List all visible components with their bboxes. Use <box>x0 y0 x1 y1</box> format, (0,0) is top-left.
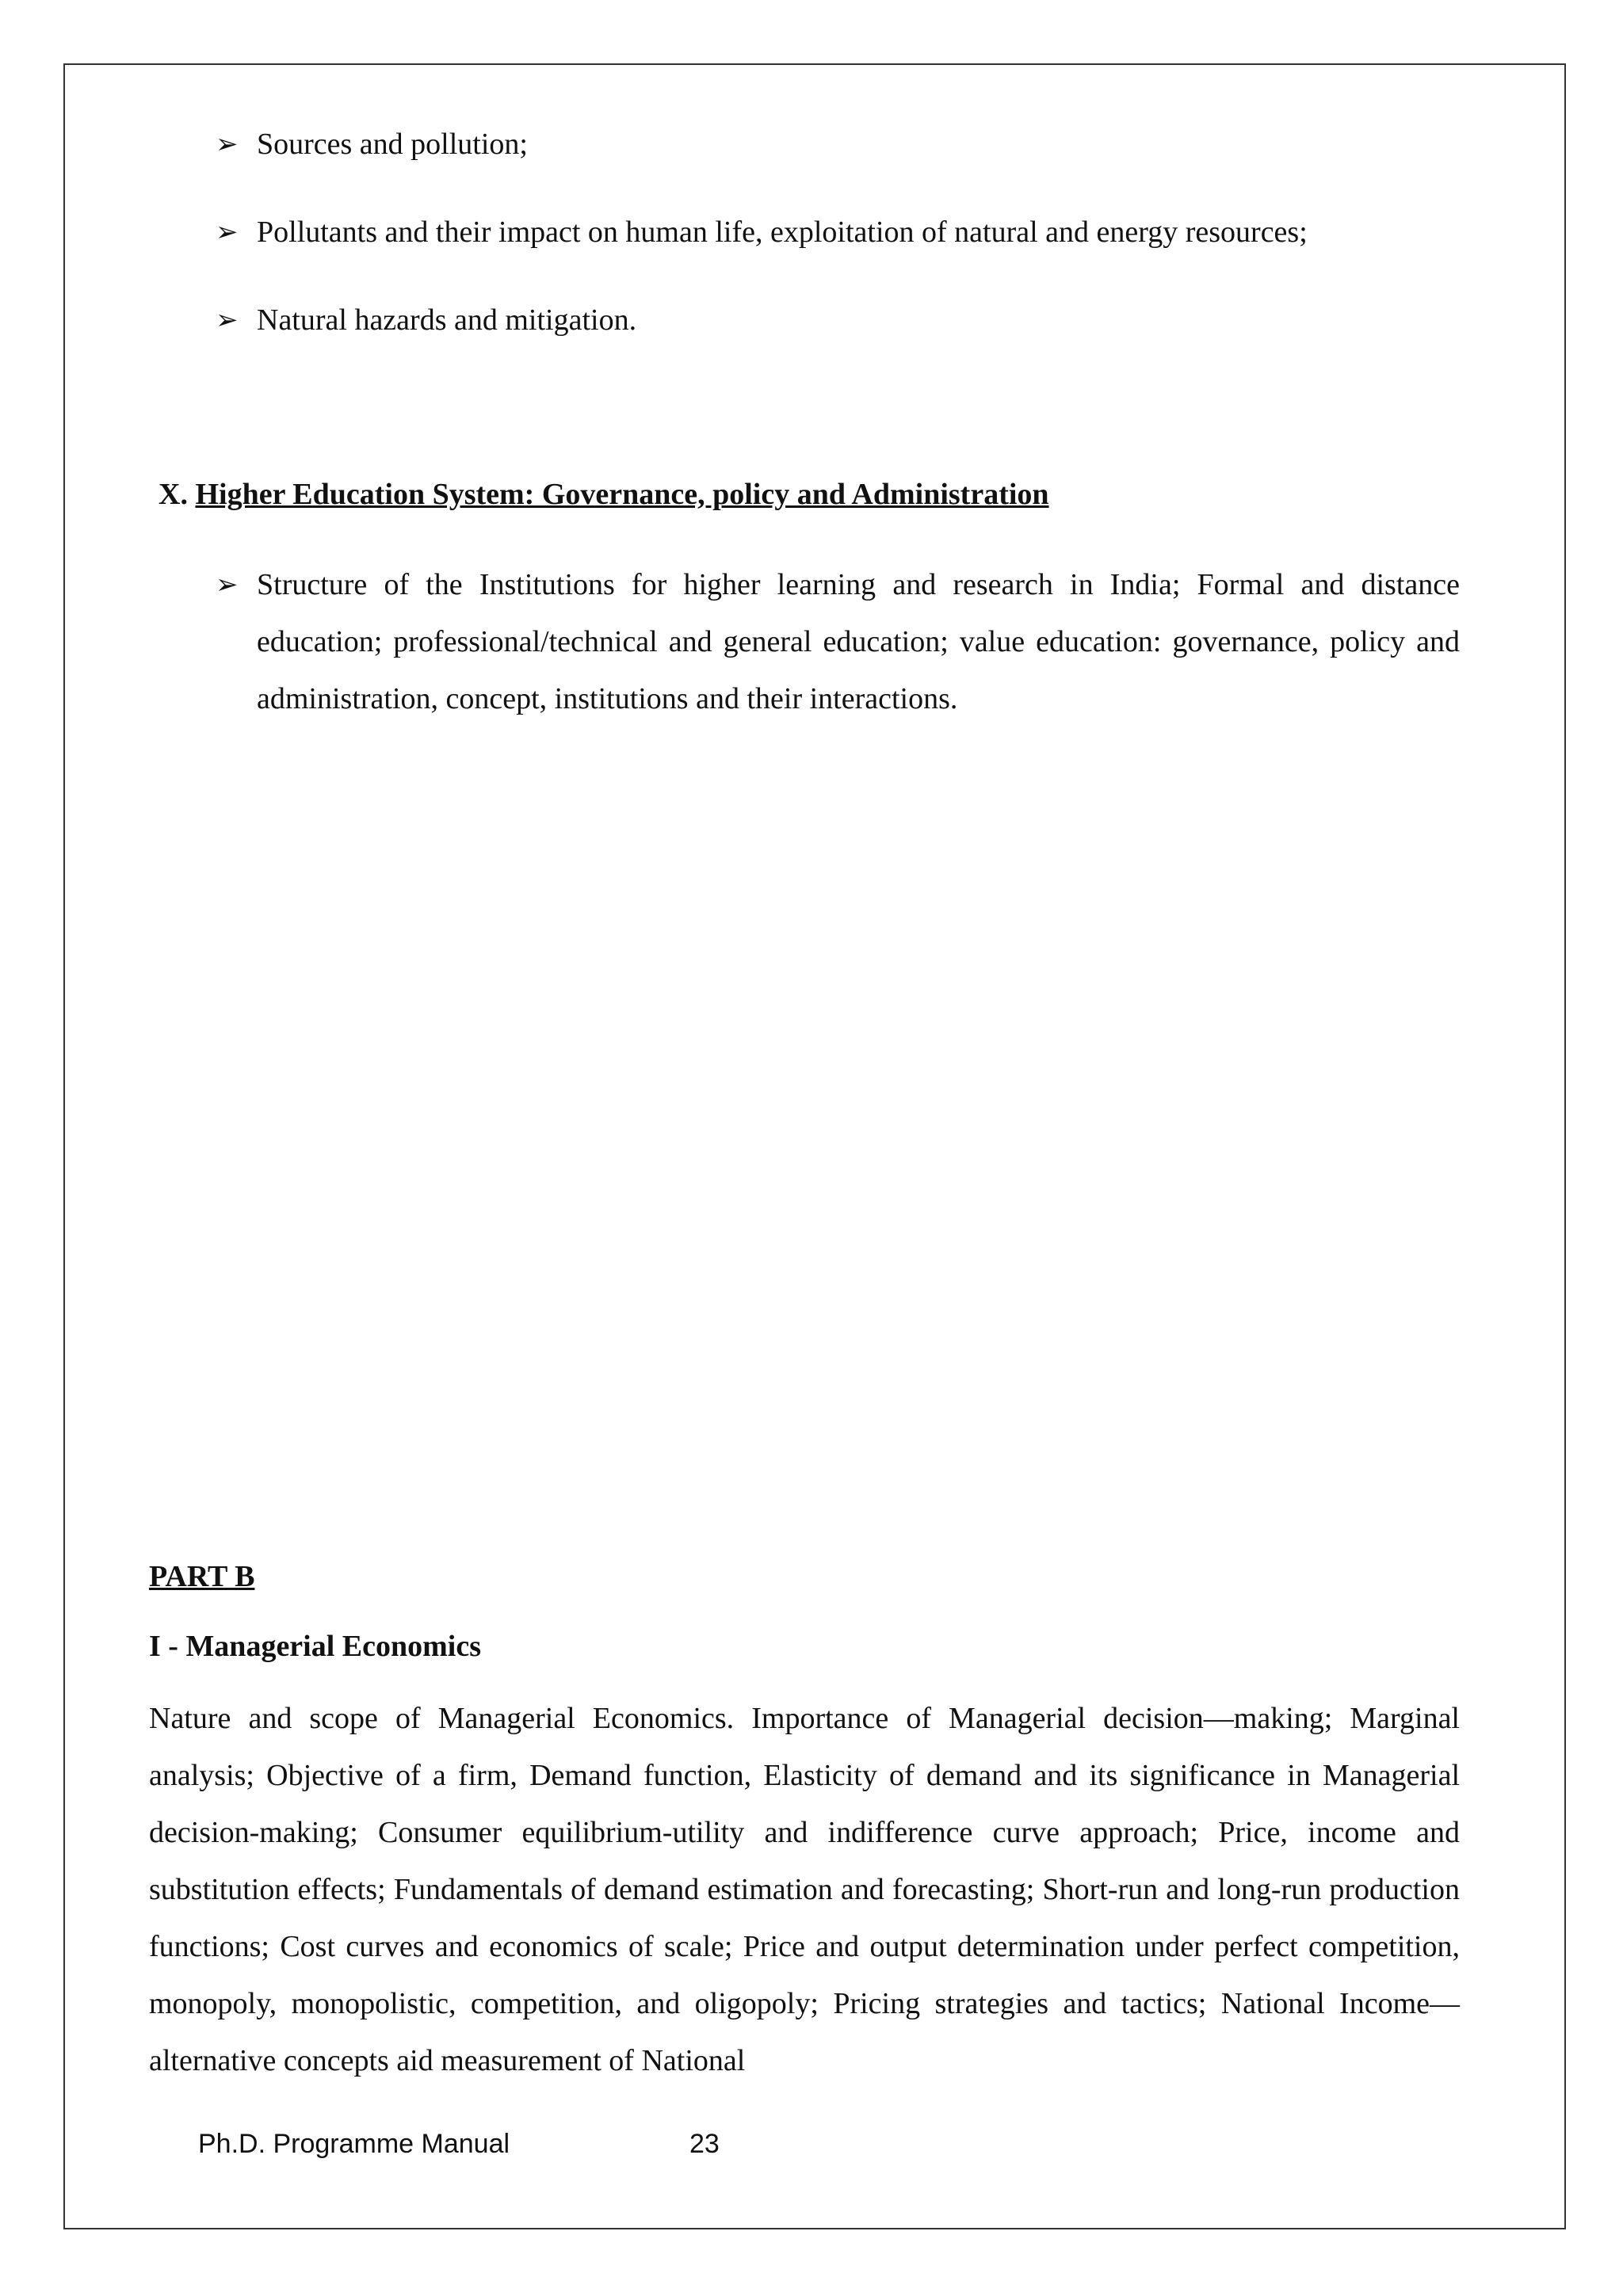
part-title: PART B <box>149 1560 255 1593</box>
bullet-item <box>216 204 1460 261</box>
bullet-text: Sources and pollution; <box>257 128 528 161</box>
section-title: Higher Education System: Governance, policy and Administration <box>195 478 1049 511</box>
bullet-item <box>216 292 1460 349</box>
arrow-bullet-icon: ➢ <box>216 128 239 160</box>
bullet-text: Structure of the Institutions for higher learning and research in India; Formal and distance education; professional/technical and general education; value education: governance, policy and administration, concept, institutions and their interactions. <box>257 568 1460 715</box>
body-paragraph: Nature and scope of Managerial Economics. Importance of Managerial decision—making; Marginal analysis; Objective of a firm, Demand function, Elasticity of demand and its significance in Managerial decision-making; Consumer equilibrium-utility and indifference curve approach; Price, income and substitution effects; Fundamentals of demand estimation and forecasting; Short-run and long-run production functions; Cost curves and economics of scale; Price and output determination under perfect competition, monopoly, monopolistic, competition, and oligopoly; Pricing strategies and tactics; National Income— alternative concepts aid measurement of National <box>149 1702 1460 2077</box>
arrow-bullet-icon: ➢ <box>216 569 239 601</box>
bullet-item <box>216 556 1460 727</box>
footer-page-number: 23 <box>689 2129 720 2159</box>
section-heading <box>158 466 1049 523</box>
arrow-bullet-icon: ➢ <box>216 304 239 336</box>
bullet-text: Pollutants and their impact on human life, exploitation of natural and energy resources; <box>257 215 1308 249</box>
arrow-bullet-icon: ➢ <box>216 216 239 248</box>
footer-manual-title: Ph.D. Programme Manual <box>198 2129 510 2159</box>
subsection-heading: I - Managerial Economics <box>149 1630 482 1663</box>
section-bullet-list <box>216 556 1460 727</box>
bullet-item <box>216 116 1460 173</box>
section-number: X. <box>158 478 188 511</box>
bullet-text: Natural hazards and mitigation. <box>257 303 637 337</box>
bullet-list-top <box>216 116 1460 379</box>
